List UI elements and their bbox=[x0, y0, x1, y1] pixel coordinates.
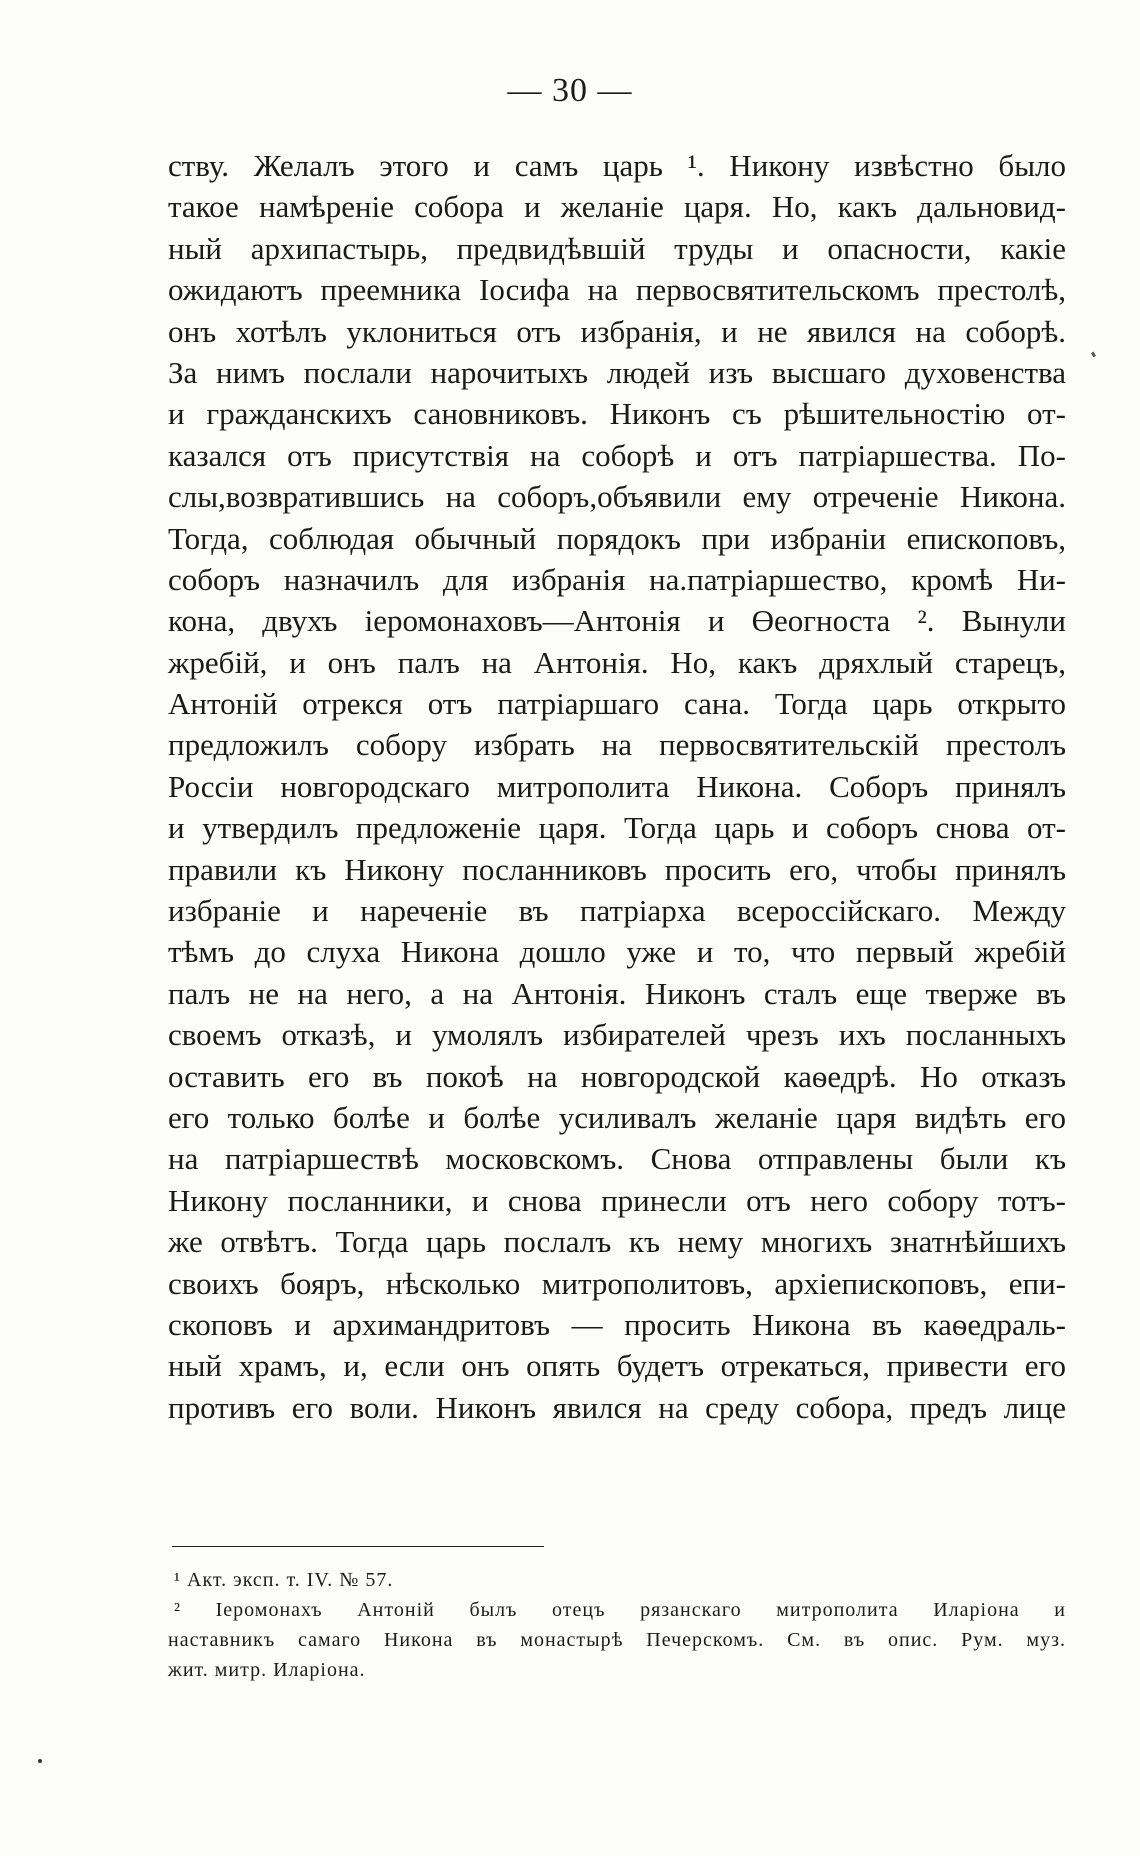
text-line: Тогда, соблюдая обычный порядокъ при избраніи епископовъ, bbox=[168, 520, 1066, 556]
text-line: и утвердилъ предложеніе царя. Тогда царь и соборъ снова от- bbox=[168, 810, 1066, 846]
text-line: соборъ назначилъ для избранія на.патріаршество, кромѣ Ни- bbox=[168, 561, 1066, 597]
text-line: на патріаршествѣ московскомъ. Снова отправлены были къ bbox=[168, 1141, 1066, 1177]
footnotes bbox=[168, 1565, 1066, 1685]
text-line: кона, двухъ іеромонаховъ—Антонія и Өеогноста ². Вынули bbox=[168, 603, 1066, 639]
footnote-1: ¹ Акт. эксп. т. IV. № 57. bbox=[174, 1569, 394, 1591]
text-line: онъ хотѣлъ уклониться отъ избранія, и не явился на соборѣ. bbox=[168, 313, 1066, 349]
footnote-2: ² Іеромонахъ Антоній былъ отецъ рязанскаго митрополита Иларіона и bbox=[174, 1599, 1066, 1621]
text-line: Никону посланники, и снова принесли отъ него собору тотъ- bbox=[168, 1182, 1066, 1218]
page-number: — 30 — bbox=[507, 72, 633, 109]
body-text bbox=[168, 145, 1066, 1428]
text-line: ный архипастырь, предвидѣвшій труды и опасности, какіе bbox=[168, 230, 1066, 266]
text-line: казался отъ присутствія на соборѣ и отъ патріаршества. По- bbox=[168, 437, 1066, 473]
text-line: такое намѣреніе собора и желаніе царя. Но, какъ дальновид- bbox=[168, 189, 1066, 225]
text-line: оставить его въ покоѣ на новгородской каѳедрѣ. Но отказъ bbox=[168, 1058, 1066, 1094]
text-line: предложилъ собору избрать на первосвятительскій престолъ bbox=[168, 727, 1066, 763]
footnote-divider bbox=[172, 1546, 544, 1547]
text-line: ству. Желалъ этого и самъ царь ¹. Никону извѣстно было bbox=[168, 148, 1066, 183]
text-line: противъ его воли. Никонъ явился на среду собора, предъ лице bbox=[168, 1389, 1066, 1425]
footnote-2-continued: жит. митр. Иларіона. bbox=[168, 1659, 366, 1681]
text-line: слы,возвратившись на соборъ,объявили ему отреченіе Никона. bbox=[168, 479, 1066, 515]
paper-speck bbox=[1091, 352, 1096, 358]
text-line: Антоній отрекся отъ патріаршаго сана. Тогда царь открыто bbox=[168, 686, 1066, 722]
text-line: своемъ отказѣ, и умолялъ избирателей чрезъ ихъ посланныхъ bbox=[168, 1017, 1066, 1053]
text-line: своихъ бояръ, нѣсколько митрополитовъ, архіепископовъ, епи- bbox=[168, 1265, 1066, 1301]
text-line: его только болѣе и болѣе усиливалъ желаніе царя видѣть его bbox=[168, 1099, 1066, 1135]
paper-speck bbox=[38, 1759, 42, 1763]
text-line: правили къ Никону посланниковъ просить его, чтобы принялъ bbox=[168, 851, 1066, 887]
text-line: ный храмъ, и, если онъ опять будетъ отрекаться, привести его bbox=[168, 1348, 1066, 1384]
text-line: тѣмъ до слуха Никона дошло уже и то, что первый жребій bbox=[168, 934, 1066, 970]
text-line: избраніе и нареченіе въ патріарха всероссійскаго. Между bbox=[168, 893, 1066, 929]
text-line: скоповъ и архимандритовъ — просить Никона въ каѳедраль- bbox=[168, 1306, 1066, 1342]
footnote-2-continued: наставникъ самаго Никона въ монастырѣ Печерскомъ. См. въ опис. Рум. муз. bbox=[168, 1629, 1066, 1651]
text-line: же отвѣтъ. Тогда царь послалъ къ нему многихъ знатнѣйшихъ bbox=[168, 1224, 1066, 1260]
text-line: За нимъ послали нарочитыхъ людей изъ высшаго духовенства bbox=[168, 354, 1066, 390]
text-line: Россіи новгородскаго митрополита Никона. Соборъ принялъ bbox=[168, 768, 1066, 804]
text-line: палъ не на него, а на Антонія. Никонъ сталъ еще тверже въ bbox=[168, 975, 1066, 1011]
text-line: и гражданскихъ сановниковъ. Никонъ съ рѣшительностію от- bbox=[168, 396, 1066, 432]
text-line: жребій, и онъ палъ на Антонія. Но, какъ дряхлый старецъ, bbox=[168, 644, 1066, 680]
text-line: ожидаютъ преемника Іосифа на первосвятительскомъ престолѣ, bbox=[168, 272, 1066, 308]
